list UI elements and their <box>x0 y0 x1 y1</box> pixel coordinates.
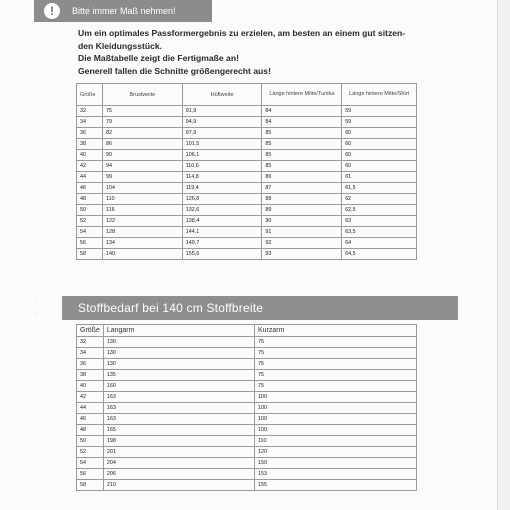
table-cell: 88 <box>262 194 342 205</box>
table-cell: 60 <box>342 128 417 139</box>
table-cell: 60 <box>342 161 417 172</box>
table-cell: 50 <box>77 436 104 447</box>
table-cell: 110 <box>254 436 416 447</box>
table-cell: 140 <box>102 249 182 260</box>
table-row <box>77 447 417 458</box>
table-cell: 36 <box>77 359 104 370</box>
table-row <box>77 183 417 194</box>
exclamation-icon: ! <box>44 3 60 19</box>
table-cell: 94,9 <box>182 117 262 128</box>
table-cell: 91,9 <box>182 106 262 117</box>
table-cell: 46 <box>77 183 103 194</box>
table-cell: 59 <box>342 117 417 128</box>
intro-text <box>78 27 438 77</box>
table-cell: 63 <box>342 216 417 227</box>
table-row <box>77 370 417 381</box>
table-cell: 54 <box>77 227 103 238</box>
table-cell: 97,9 <box>182 128 262 139</box>
header-hueftweite: Hüftweite <box>182 84 262 106</box>
table-cell: 110 <box>102 194 182 205</box>
header-langarm: Langarm <box>103 325 254 337</box>
table-cell: 60 <box>342 150 417 161</box>
intro-line: Um ein optimales Passformergebnis zu erzielen, am besten an einem gut sitzen- <box>78 28 406 38</box>
table-row <box>77 392 417 403</box>
table-row <box>77 480 417 491</box>
table-cell: 114,8 <box>182 172 262 183</box>
table-row <box>77 216 417 227</box>
header-kurzarm: Kurzarm <box>254 325 416 337</box>
table-row <box>77 249 417 260</box>
table-cell: 42 <box>77 161 103 172</box>
table-cell: 58 <box>77 480 104 491</box>
table-cell: 104 <box>102 183 182 194</box>
table-cell: 62 <box>342 194 417 205</box>
table-cell: 165 <box>103 425 254 436</box>
table-cell: 42 <box>77 392 104 403</box>
table-cell: 201 <box>103 447 254 458</box>
table-cell: 128 <box>102 227 182 238</box>
table-row <box>77 172 417 183</box>
table-cell: 85 <box>262 161 342 172</box>
header-brustweite: Brustweite <box>102 84 182 106</box>
table-cell: 54 <box>77 458 104 469</box>
notice-text: Bitte immer Maß nehmen! <box>72 6 176 16</box>
table-cell: 150 <box>254 458 416 469</box>
table-cell: 60 <box>342 139 417 150</box>
table-cell: 75 <box>102 106 182 117</box>
table-cell: 210 <box>103 480 254 491</box>
table-cell: 75 <box>254 381 416 392</box>
table-row <box>77 381 417 392</box>
table-cell: 89 <box>262 205 342 216</box>
table-cell: 86 <box>102 139 182 150</box>
table-cell: 48 <box>77 425 104 436</box>
table-cell: 153 <box>254 469 416 480</box>
table-cell: 119,4 <box>182 183 262 194</box>
header-laenge-shirt: Länge hintere Mitte/Shirt <box>342 84 417 106</box>
header-groesse: Größe <box>77 325 104 337</box>
table-row <box>77 194 417 205</box>
table-cell: 56 <box>77 238 103 249</box>
table-cell: 87 <box>262 183 342 194</box>
table-row <box>77 458 417 469</box>
table-cell: 163 <box>103 403 254 414</box>
table-cell: 32 <box>77 106 103 117</box>
fabric-table <box>76 324 417 491</box>
table-row <box>77 227 417 238</box>
header-groesse: Größe <box>77 84 103 106</box>
table-cell: 32 <box>77 337 104 348</box>
table-cell: 52 <box>77 447 104 458</box>
table-row <box>77 205 417 216</box>
fabric-table-header <box>77 325 417 337</box>
table-cell: 163 <box>103 392 254 403</box>
table-cell: 46 <box>77 414 104 425</box>
table-cell: 204 <box>103 458 254 469</box>
table-cell: 90 <box>262 216 342 227</box>
table-cell: 64,5 <box>342 249 417 260</box>
table-cell: 50 <box>77 205 103 216</box>
table-row <box>77 425 417 436</box>
notice-banner <box>34 0 212 22</box>
table-cell: 93 <box>262 249 342 260</box>
table-cell: 130 <box>103 348 254 359</box>
table-cell: 75 <box>254 348 416 359</box>
table-cell: 85 <box>262 128 342 139</box>
table-cell: 126,8 <box>182 194 262 205</box>
table-row <box>77 469 417 480</box>
table-cell: 100 <box>254 403 416 414</box>
table-row <box>77 161 417 172</box>
table-cell: 144,1 <box>182 227 262 238</box>
table-cell: 100 <box>254 392 416 403</box>
table-row <box>77 238 417 249</box>
table-cell: 44 <box>77 172 103 183</box>
table-cell: 82 <box>102 128 182 139</box>
table-cell: 91 <box>262 227 342 238</box>
table-cell: 59 <box>342 106 417 117</box>
table-row <box>77 414 417 425</box>
table-cell: 99 <box>102 172 182 183</box>
table-cell: 120 <box>254 447 416 458</box>
intro-line: Generell fallen die Schnitte größengerecht aus! <box>78 65 271 76</box>
table-cell: 86 <box>262 172 342 183</box>
intro-line: Die Maßtabelle zeigt die Fertigmaße an! <box>78 53 239 64</box>
table-cell: 44 <box>77 403 104 414</box>
fabric-banner: Stoffbedarf bei 140 cm Stoffbreite <box>62 296 458 320</box>
table-cell: 40 <box>77 150 103 161</box>
table-cell: 52 <box>77 216 103 227</box>
table-cell: 198 <box>103 436 254 447</box>
table-cell: 155,6 <box>182 249 262 260</box>
table-cell: 85 <box>262 150 342 161</box>
table-cell: 155 <box>254 480 416 491</box>
table-cell: 149,7 <box>182 238 262 249</box>
table-cell: 122 <box>102 216 182 227</box>
table-cell: 100 <box>254 425 416 436</box>
table-row <box>77 359 417 370</box>
table-cell: 90 <box>102 150 182 161</box>
table-cell: 34 <box>77 348 104 359</box>
table-row <box>77 139 417 150</box>
table-row <box>77 348 417 359</box>
table-row <box>77 150 417 161</box>
table-cell: 94 <box>102 161 182 172</box>
table-cell: 84 <box>262 106 342 117</box>
table-row <box>77 128 417 139</box>
table-cell: 62,5 <box>342 205 417 216</box>
table-cell: 61,5 <box>342 183 417 194</box>
table-cell: 48 <box>77 194 103 205</box>
size-table <box>76 83 417 260</box>
table-cell: 130 <box>103 337 254 348</box>
table-cell: 134 <box>102 238 182 249</box>
table-cell: 36 <box>77 128 103 139</box>
table-cell: 100 <box>254 414 416 425</box>
table-cell: 101,5 <box>182 139 262 150</box>
table-cell: 79 <box>102 117 182 128</box>
table-cell: 58 <box>77 249 103 260</box>
size-table-header <box>77 84 417 106</box>
binder-mark: · <box>35 296 37 302</box>
table-cell: 160 <box>103 381 254 392</box>
table-row <box>77 106 417 117</box>
table-cell: 56 <box>77 469 104 480</box>
table-cell: 75 <box>254 359 416 370</box>
table-cell: 61 <box>342 172 417 183</box>
page-edge <box>497 0 510 510</box>
table-row <box>77 436 417 447</box>
header-laenge-tunika: Länge hintere Mitte/Tunika <box>262 84 342 106</box>
table-cell: 84 <box>262 117 342 128</box>
table-row <box>77 403 417 414</box>
table-cell: 135 <box>103 370 254 381</box>
table-cell: 38 <box>77 370 104 381</box>
table-cell: 132,6 <box>182 205 262 216</box>
table-cell: 110,6 <box>182 161 262 172</box>
table-cell: 64 <box>342 238 417 249</box>
table-cell: 163 <box>103 414 254 425</box>
intro-line: den Kleidungsstück. <box>78 40 163 51</box>
table-cell: 130 <box>103 359 254 370</box>
table-cell: 63,5 <box>342 227 417 238</box>
table-cell: 38 <box>77 139 103 150</box>
table-cell: 206 <box>103 469 254 480</box>
table-row <box>77 117 417 128</box>
table-cell: 92 <box>262 238 342 249</box>
table-cell: 106,1 <box>182 150 262 161</box>
table-cell: 138,4 <box>182 216 262 227</box>
table-cell: 40 <box>77 381 104 392</box>
binder-mark: · <box>35 310 37 316</box>
table-cell: 116 <box>102 205 182 216</box>
table-cell: 85 <box>262 139 342 150</box>
table-cell: 75 <box>254 337 416 348</box>
table-cell: 34 <box>77 117 103 128</box>
table-cell: 75 <box>254 370 416 381</box>
table-row <box>77 337 417 348</box>
